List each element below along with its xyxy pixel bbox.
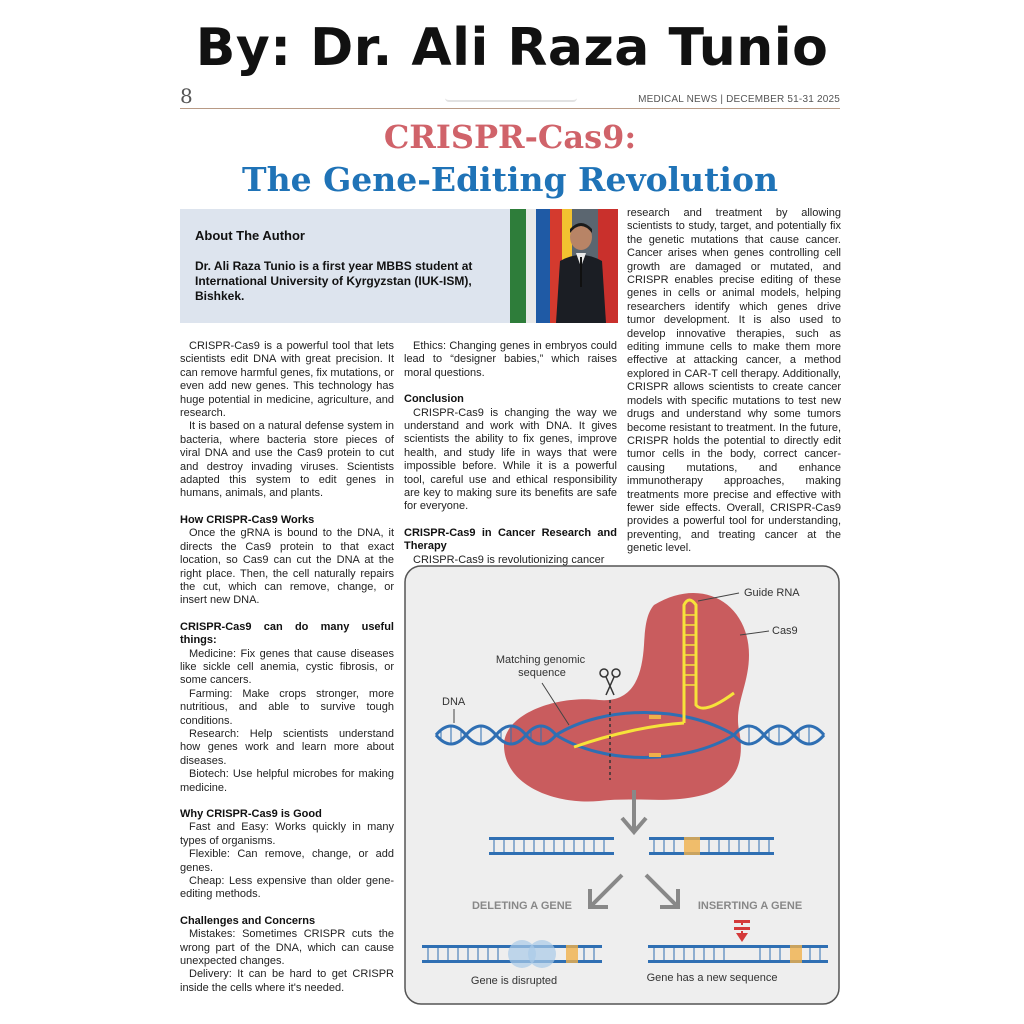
page-number: 8 bbox=[180, 84, 193, 108]
pam-site bbox=[649, 753, 661, 757]
use-item: Biotech: Use helpful microbes for making medicine. bbox=[180, 768, 394, 794]
label-gene-disrupted: Gene is disrupted bbox=[470, 975, 558, 987]
author-bio bbox=[195, 259, 510, 304]
label-matching-sequence: Matching genomic sequence bbox=[495, 654, 586, 679]
challenge-item: Ethics: Changing genes in embryos could lead to “designer babies,” which raises moral questions. bbox=[404, 340, 617, 379]
why-good-item: Flexible: Can remove, change, or add genes. bbox=[180, 848, 394, 874]
cancer-text-continued: research and treatment by allowing scientists to study, target, and potentially fix the genetic mutations that cause cancer. Cancer arises when genes controlling cell growth are damaged or mutated, and CRISPR enables precise editing of these genes in cells or animal models, helping researchers identify which genes drive tumor development. It is also used to develop innovative therapies, such as editing immune cells to make them more effective at attacking cancer, a method explored in CAR-T cell therapy. Additionally, CRISPR allows scientists to create cancer models with specific mutations to test new drugs and understand why some tumors become resistant to treatment. In the future, CRISPR holds the potential to directly edit tumor cells in the body, correct cancer-causing mutations, and enhance immunotherapy approaches, making treatments more precise and effective with fewer side effects. Overall, CRISPR-Cas9 provides a powerful tool for understanding, preventing, and treating cancer at the genetic level. bbox=[627, 207, 841, 555]
how-works-text: Once the gRNA is bound to the DNA, it directs the Cas9 protein to that exact location, so Cas9 can cut the DNA at the right place. Then, the cell naturally repairs the cut, which can remove, change, or insert new DNA. bbox=[180, 527, 394, 607]
pam-site bbox=[649, 715, 661, 719]
header-rule bbox=[180, 108, 840, 109]
section-heading-challenges: Challenges and Concerns bbox=[180, 914, 316, 927]
column-left bbox=[180, 340, 394, 995]
use-item: Medicine: Fix genes that cause diseases like sickle cell anemia, cystic fibrosis, or some cancers. bbox=[180, 647, 394, 687]
author-photo bbox=[510, 209, 618, 323]
running-head: MEDICAL NEWS | DECEMBER 51-31 2025 bbox=[638, 94, 840, 105]
label-new-sequence: Gene has a new sequence bbox=[646, 972, 778, 984]
label-guide-rna: Guide RNA bbox=[744, 587, 800, 599]
article-title-line2: The Gene-Editing Revolution bbox=[242, 160, 778, 199]
section-heading-uses: CRISPR-Cas9 can do many useful things: bbox=[180, 620, 394, 647]
author-name: Dr. Ali Raza Tunio bbox=[195, 259, 296, 273]
column-right bbox=[627, 207, 841, 556]
crispr-diagram-svg bbox=[404, 565, 840, 1005]
section-heading-how-works: How CRISPR-Cas9 Works bbox=[180, 513, 315, 526]
why-good-item: Fast and Easy: Works quickly in many types of organisms. bbox=[180, 821, 394, 847]
article-title-line1: CRISPR-Cas9: bbox=[383, 118, 637, 156]
byline: By: Dr. Ali Raza Tunio bbox=[195, 18, 829, 78]
challenge-item: Delivery: It can be hard to get CRISPR inside the cells where it's needed. bbox=[180, 968, 394, 994]
label-inserting-gene: INSERTING A GENE bbox=[697, 900, 803, 912]
cancer-text-start: CRISPR-Cas9 is revolutionizing cancer bbox=[413, 553, 605, 566]
author-photo-illustration bbox=[510, 209, 618, 323]
column-middle bbox=[404, 340, 617, 567]
label-dna: DNA bbox=[442, 696, 466, 708]
about-author-heading: About The Author bbox=[195, 228, 305, 243]
conclusion-text: CRISPR-Cas9 is changing the way we understand and work with DNA. It gives scientists the ability to fix genes, improve health, and study life in ways that were impossible before. While it is a powerful tool, careful use and ethical responsibility are key to making sure its benefits are safe for everyone. bbox=[404, 406, 617, 513]
section-heading-cancer: CRISPR-Cas9 in Cancer Research and Therapy bbox=[404, 526, 617, 553]
use-item: Research: Help scientists understand how genes work and learn more about diseases. bbox=[180, 727, 394, 767]
intro-paragraph: CRISPR-Cas9 is a powerful tool that lets scientists edit DNA with great precision. It can remove harmful genes, fix mutations, or even add new genes. This technology has huge potential in medicine, agriculture, and research. bbox=[180, 340, 394, 420]
use-item: Farming: Make crops stronger, more nutritious, and able to survive tough conditions. bbox=[180, 687, 394, 727]
why-good-item: Cheap: Less expensive than older gene-editing methods. bbox=[180, 875, 394, 901]
section-heading-conclusion: Conclusion bbox=[404, 393, 464, 406]
section-heading-why-good: Why CRISPR-Cas9 is Good bbox=[180, 808, 322, 820]
header-tab-decoration bbox=[445, 88, 577, 102]
challenge-item: Mistakes: Sometimes CRISPR cuts the wrong part of the DNA, which can cause unexpected changes. bbox=[180, 928, 394, 968]
intro-paragraph: It is based on a natural defense system in bacteria, where bacteria store pieces of viral DNA and use the Cas9 protein to cut and destroy invading viruses. Scientists adapted this system to edit genes in humans, animals, and plants. bbox=[180, 420, 394, 500]
label-deleting-gene: DELETING A GENE bbox=[471, 900, 573, 912]
crispr-diagram bbox=[404, 565, 840, 1005]
label-cas9: Cas9 bbox=[772, 625, 798, 637]
author-bio-text: is a first year MBBS student at International University of Kyrgyzstan (IUK-ISM), Bishkek. bbox=[195, 259, 473, 303]
